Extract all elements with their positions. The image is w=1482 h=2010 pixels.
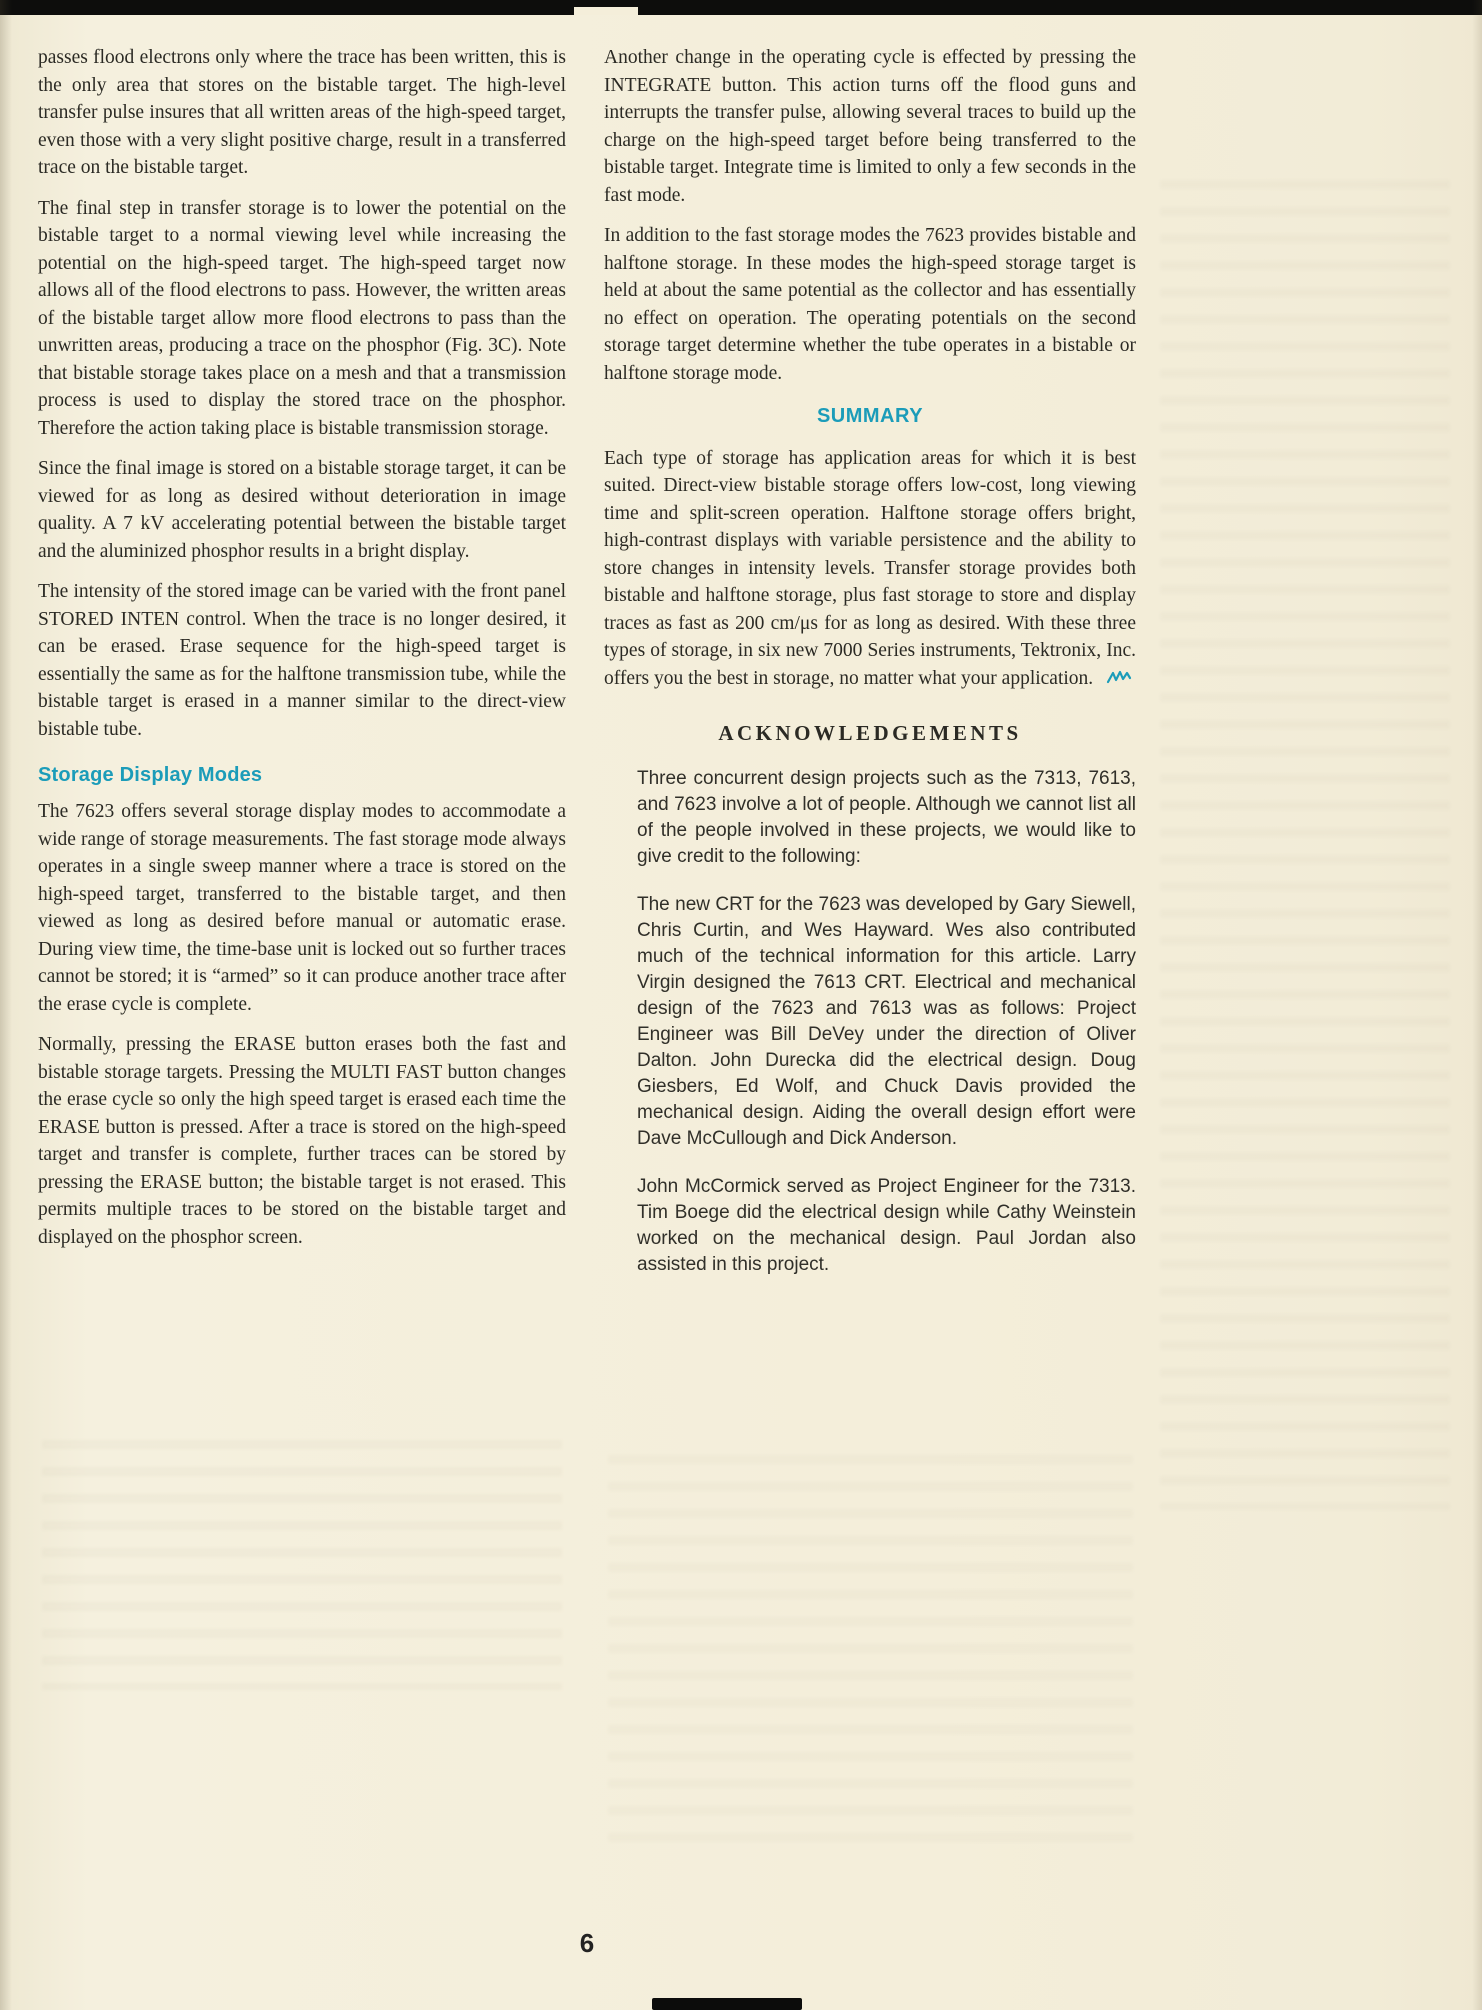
section-heading-summary: SUMMARY	[816, 405, 924, 427]
scan-bottom-edge-mark	[652, 1998, 802, 2010]
left-column	[38, 44, 566, 1264]
tektronix-end-mark-icon	[1106, 669, 1132, 686]
right-column	[604, 44, 1136, 1300]
bleedthrough-texture	[42, 1440, 562, 1690]
scan-top-edge-notch	[574, 7, 638, 15]
acknowledgement-paragraph: Three concurrent design projects such as the 7313, 7613, and 7623 involve a lot of people. Although we cannot list all of the people involved in these projects, we would like to give credit to the following:	[637, 767, 1136, 867]
acknowledgement-paragraph: The new CRT for the 7623 was developed by Gary Siewell, Chris Curtin, and Wes Hayward. Wes also contributed much of the technical information for this article. Larry Virgin designed the 7613 CRT. Electrical and mechanical design of the 7623 and 7613 was as follows: Project Engineer was Bill DeVey under the direction of Oliver Dalton. John Durecka did the electrical design. Doug Giesbers, Ed Wolf, and Chuck Davis provided the mechanical design. Aiding the overall design effort were Dave McCullough and Dick Anderson.	[637, 893, 1136, 1149]
body-paragraph: In addition to the fast storage modes the 7623 provides bistable and halftone storage. In these modes the high-speed storage target is held at about the same potential as the collector and has essentially no effect on operation. The operating potentials on the second storage target determine whether the tube operates in a bistable or halftone storage mode.	[604, 225, 1136, 384]
acknowledgement-paragraph: John McCormick served as Project Engineer for the 7313. Tim Boege did the electrical design while Cathy Weinstein worked on the mechanical design. Paul Jordan also assisted in this project.	[637, 1175, 1136, 1275]
page-number: 6	[579, 1928, 595, 1958]
bleedthrough-texture	[1160, 180, 1450, 1510]
bleedthrough-texture	[608, 1455, 1133, 1855]
summary-paragraph-wrap	[604, 445, 1136, 693]
body-paragraph: Normally, pressing the ERASE button erases both the fast and bistable storage targets. Pressing the MULTI FAST button changes the erase cycle so only the high speed target is erased each time the ERASE button is pressed. After a trace is stored on the high-speed target and transfer is complete, further traces can be stored by pressing the ERASE button; the bistable target is not erased. This permits multiple traces to be stored on the bistable target and displayed on the phosphor screen.	[38, 1034, 566, 1248]
body-paragraph: The final step in transfer storage is to lower the potential on the bistable target to a normal viewing level while increasing the potential on the high-speed target. The high-speed target now allows all of the flood electrons to pass. However, the written areas of the bistable target allow more flood electrons to pass than the unwritten areas, producing a trace on the phosphor (Fig. 3C). Note that bistable storage takes place on a mesh and that a transmission process is used to display the stored trace on the phosphor. Therefore the action taking place is bistable transmission storage.	[38, 197, 566, 439]
scan-right-edge-shading	[1472, 0, 1482, 2010]
body-paragraph: passes flood electrons only where the trace has been written, this is the only area that stores on the bistable target. The high-level transfer pulse insures that all written areas of the high-speed target, even those with a very slight positive charge, result in a transferred trace on the bistable target.	[38, 47, 566, 178]
section-heading-storage-display-modes: Storage Display Modes	[38, 764, 263, 786]
scan-top-edge-bar	[0, 0, 1482, 15]
body-paragraph: The 7623 offers several storage display modes to accommodate a wide range of storage measurements. The fast storage mode always operates in a single sweep manner where a trace is stored on the high-speed target, transferred to the bistable target, and then viewed as long as desired before manual or automatic erase. During view time, the time-base unit is locked out so further traces cannot be stored; it is “armed” so it can produce another trace after the erase cycle is complete.	[38, 801, 566, 1015]
body-paragraph: Each type of storage has application areas for which it is best suited. Direct-view bistable storage offers low-cost, long viewing time and split-screen operation. Halftone storage offers bright, high-contrast displays with variable persistence and the ability to store changes in intensity levels. Transfer storage provides both bistable and halftone storage, plus fast storage to store and display traces as fast as 200 cm/μs for as long as desired. With these three types of storage, in six new 7000 Series instruments, Tektronix, Inc. offers you the best in storage, no matter what your application.	[604, 447, 1136, 689]
body-paragraph: Since the final image is stored on a bistable storage target, it can be viewed for as long as desired without deterioration in image quality. A 7 kV accelerating potential between the bistable target and the aluminized phosphor results in a bright display.	[38, 458, 566, 562]
section-heading-acknowledgements: ACKNOWLEDGEMENTS	[718, 721, 1022, 745]
body-paragraph: Another change in the operating cycle is effected by pressing the INTEGRATE button. This action turns off the flood guns and interrupts the transfer pulse, allowing several traces to build up the charge on the high-speed target before being transferred to the bistable target. Integrate time is limited to only a few seconds in the fast mode.	[604, 47, 1136, 206]
body-paragraph: The intensity of the stored image can be varied with the front panel STORED INTEN control. When the trace is no longer desired, it can be erased. Erase sequence for the high-speed target is essentially the same as for the halftone transmission tube, while the bistable target is erased in a manner similar to the direct-view bistable tube.	[38, 581, 566, 740]
scan-left-edge-shading	[0, 0, 12, 2010]
